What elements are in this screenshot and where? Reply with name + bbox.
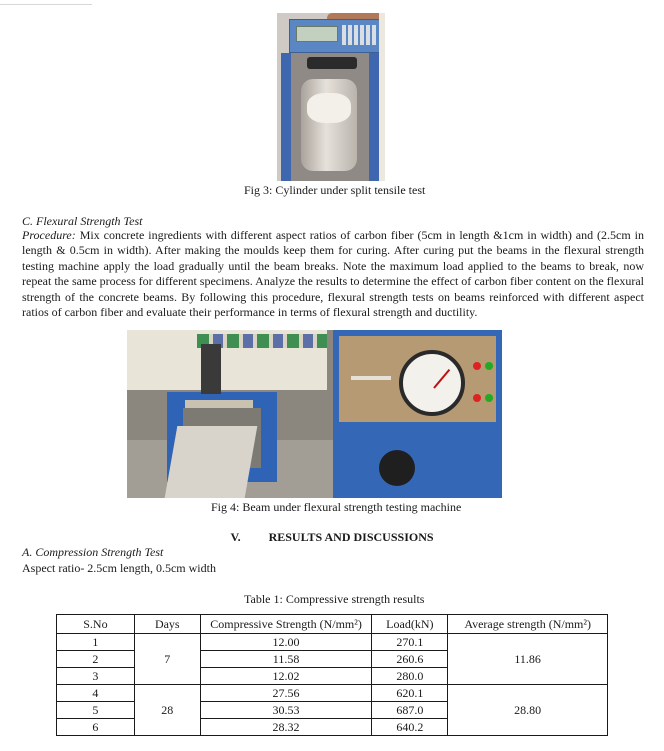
cell-strength: 11.58 <box>200 651 372 668</box>
handwheel-icon <box>379 450 415 486</box>
section-v-number: V. <box>230 530 241 544</box>
cell-days: 7 <box>134 634 200 685</box>
gauge-needle <box>433 369 450 389</box>
cell-days: 28 <box>134 685 200 736</box>
cylinder-top <box>307 93 351 123</box>
cell-load: 620.1 <box>372 685 448 702</box>
machine-frame-right <box>369 53 379 181</box>
cell-average: 11.86 <box>448 634 608 685</box>
cell-load: 260.6 <box>372 651 448 668</box>
table-1-caption: Table 1: Compressive strength results <box>244 592 425 606</box>
cell-strength: 27.56 <box>200 685 372 702</box>
cell-load: 270.1 <box>372 634 448 651</box>
figure-3-photo <box>277 13 385 181</box>
header-days: Days <box>134 615 200 634</box>
green-indicator-icon <box>485 362 493 370</box>
cell-strength: 30.53 <box>200 702 372 719</box>
cell-sno: 4 <box>57 685 135 702</box>
section-c-heading: C. Flexural Strength Test <box>22 214 143 228</box>
section-c-paragraph <box>22 228 644 320</box>
machine-frame-left <box>281 53 291 181</box>
display-screen <box>296 26 338 42</box>
red-indicator-icon <box>473 362 481 370</box>
section-v-heading <box>0 530 664 545</box>
header-load: Load(kN) <box>372 615 448 634</box>
green-indicator-icon-2 <box>485 394 493 402</box>
concrete-beam <box>165 426 258 498</box>
table-row <box>57 685 608 702</box>
table-header-row <box>57 615 608 634</box>
figure-4-photo <box>127 330 502 498</box>
figure-3-caption: Fig 3: Cylinder under split tensile test <box>244 183 426 197</box>
procedure-text: Mix concrete ingredients with different aspect ratios of carbon fiber (5cm in length &1cm in width) and (2.5cm in length & 0.5cm in width). After making the moulds keep them for curing. After curing put the beams in the flexural strength testing machine apply the load gradually until the beam breaks. Note the maximum load applied to the beams to break, now repeat the same process for different specimens. Analyze the results to determine the effect of carbon fiber content on the flexural strength of the concrete beams. By following this procedure, flexural strength tests on beams reinforced with different aspect ratios of carbon fiber and evaluate their performance in terms of flexural strength and ductility. <box>22 228 644 320</box>
keypad <box>342 25 376 45</box>
procedure-label: Procedure: <box>22 228 76 242</box>
cell-sno: 6 <box>57 719 135 736</box>
cell-sno: 1 <box>57 634 135 651</box>
background-wall <box>379 13 385 181</box>
aspect-ratio-line: Aspect ratio- 2.5cm length, 0.5cm width <box>22 561 216 575</box>
loading-platen <box>307 57 357 69</box>
cabinet-panel <box>339 336 496 422</box>
table-row <box>57 634 608 651</box>
section-v-title: RESULTS AND DISCUSSIONS <box>268 530 434 544</box>
valve-lever <box>351 376 391 380</box>
control-cabinet <box>333 330 502 498</box>
compressive-strength-table <box>56 614 608 736</box>
top-rule <box>0 0 92 5</box>
cell-load: 640.2 <box>372 719 448 736</box>
header-sno: S.No <box>57 615 135 634</box>
cell-load: 280.0 <box>372 668 448 685</box>
cell-strength: 12.02 <box>200 668 372 685</box>
cell-sno: 3 <box>57 668 135 685</box>
loading-plate <box>185 400 253 408</box>
cell-average: 28.80 <box>448 685 608 736</box>
hydraulic-ram <box>201 344 221 394</box>
cell-load: 687.0 <box>372 702 448 719</box>
figure-4-caption: Fig 4: Beam under flexural strength testing machine <box>211 500 462 514</box>
header-compressive-strength: Compressive Strength (N/mm²) <box>200 615 372 634</box>
cell-strength: 12.00 <box>200 634 372 651</box>
cell-strength: 28.32 <box>200 719 372 736</box>
cell-sno: 5 <box>57 702 135 719</box>
pressure-gauge-icon <box>399 350 465 416</box>
header-average-strength: Average strength (N/mm²) <box>448 615 608 634</box>
cell-sno: 2 <box>57 651 135 668</box>
control-panel <box>289 19 381 53</box>
red-indicator-icon-2 <box>473 394 481 402</box>
section-a-heading: A. Compression Strength Test <box>22 545 164 559</box>
